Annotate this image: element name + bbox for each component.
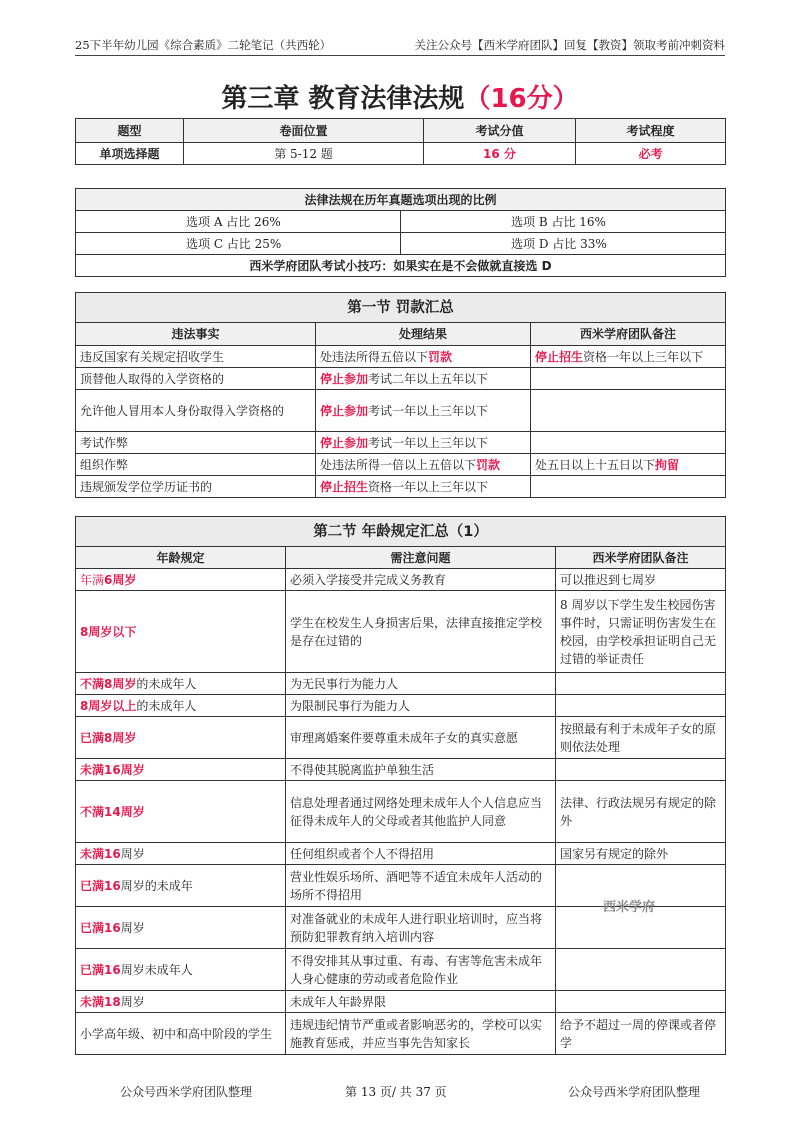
age-note — [556, 673, 726, 695]
header-left: 25下半年幼儿园《综合素质》二轮笔记（共西轮） — [75, 38, 332, 52]
ratio-d: 选项 D 占比 33% — [401, 233, 726, 255]
fine-fact: 组织作弊 — [76, 454, 316, 476]
overview-header: 题型 — [76, 119, 184, 143]
fine-note — [531, 476, 726, 498]
table-row — [76, 843, 726, 865]
fine-fact: 违规颁发学位学历证书的 — [76, 476, 316, 498]
age-issue: 违规违纪情节严重或者影响恶劣的，学校可以实施教育惩戒，并应当事先告知家长 — [286, 1013, 556, 1055]
overview-table — [75, 118, 726, 165]
table-row — [76, 569, 726, 591]
fine-note — [531, 390, 726, 432]
age-rule: 未满16周岁 — [76, 843, 286, 865]
table-row — [76, 390, 726, 432]
age-issue: 对准备就业的未成年人进行职业培训时，应当将预防犯罪教育纳入培训内容 — [286, 907, 556, 949]
age-issue: 不得安排其从事过重、有毒、有害等危害未成年人身心健康的劳动或者危险作业 — [286, 949, 556, 991]
age-issue: 学生在校发生人身损害后果，法律直接推定学校是存在过错的 — [286, 591, 556, 673]
age-note — [556, 759, 726, 781]
age-note: 国家另有规定的除外 — [556, 843, 726, 865]
age-rule: 已满16周岁未成年人 — [76, 949, 286, 991]
ratio-a: 选项 A 占比 26% — [76, 211, 401, 233]
age-rule: 8周岁以下 — [76, 591, 286, 673]
age-rule: 已满8周岁 — [76, 717, 286, 759]
overview-cell: 单项选择题 — [76, 143, 184, 165]
table-row — [76, 781, 726, 843]
age-note — [556, 695, 726, 717]
fine-result: 停止参加考试二年以上五年以下 — [316, 368, 531, 390]
fines-title: 第一节 罚款汇总 — [76, 293, 726, 323]
age-rule: 不满14周岁 — [76, 781, 286, 843]
ratio-tip: 西米学府团队考试小技巧：如果实在是不会做就直接选 D — [76, 255, 726, 277]
age-issue: 营业性娱乐场所、酒吧等不适宜未成年人活动的场所不得招用 — [286, 865, 556, 907]
age-rule: 未满18周岁 — [76, 991, 286, 1013]
ages-header: 年龄规定 — [76, 547, 286, 569]
ratio-title: 法律法规在历年真题选项出现的比例 — [76, 189, 726, 211]
age-note — [556, 949, 726, 991]
age-rule: 8周岁以上的未成年人 — [76, 695, 286, 717]
fine-result: 停止招生资格一年以上三年以下 — [316, 476, 531, 498]
table-row — [76, 991, 726, 1013]
fines-header: 西米学府团队备注 — [531, 323, 726, 346]
age-rule: 年满6周岁 — [76, 569, 286, 591]
age-rule: 已满16周岁 — [76, 907, 286, 949]
table-row — [76, 949, 726, 991]
overview-header: 考试分值 — [424, 119, 576, 143]
age-issue: 任何组织或者个人不得招用 — [286, 843, 556, 865]
fine-fact: 允许他人冒用本人身份取得入学资格的 — [76, 390, 316, 432]
age-issue: 审理离婚案件要尊重未成年子女的真实意愿 — [286, 717, 556, 759]
fine-fact: 顶替他人取得的入学资格的 — [76, 368, 316, 390]
overview-cell: 16 分 — [424, 143, 576, 165]
age-issue: 信息处理者通过网络处理未成年人个人信息应当征得未成年人的父母或者其他监护人同意 — [286, 781, 556, 843]
header-right: 关注公众号【西米学府团队】回复【教资】领取考前冲刺资料 — [414, 38, 725, 52]
table-row — [76, 591, 726, 673]
ratio-c: 选项 C 占比 25% — [76, 233, 401, 255]
overview-header: 考试程度 — [576, 119, 726, 143]
chapter-title — [0, 78, 800, 115]
fines-header: 处理结果 — [316, 323, 531, 346]
age-note: 按照最有利于未成年子女的原则依法处理 — [556, 717, 726, 759]
age-issue: 为限制民事行为能力人 — [286, 695, 556, 717]
table-row — [76, 1013, 726, 1055]
fine-note: 处五日以上十五日以下拘留 — [531, 454, 726, 476]
fine-result: 处违法所得一倍以上五倍以下罚款 — [316, 454, 531, 476]
fine-fact: 违反国家有关规定招收学生 — [76, 346, 316, 368]
page-header — [75, 35, 725, 56]
age-rule: 已满16周岁的未成年 — [76, 865, 286, 907]
footer-page-number: 第 13 页/ 共 37 页 — [345, 1085, 447, 1099]
age-issue: 未成年人年龄界限 — [286, 991, 556, 1013]
table-row — [76, 454, 726, 476]
age-note — [556, 991, 726, 1013]
age-rule: 未满16周岁 — [76, 759, 286, 781]
overview-cell: 必考 — [576, 143, 726, 165]
age-note: 可以推迟到七周岁 — [556, 569, 726, 591]
ages-table — [75, 516, 726, 1055]
ages-title: 第二节 年龄规定汇总（1） — [76, 517, 726, 547]
ratio-table — [75, 188, 726, 277]
age-rule: 不满8周岁的未成年人 — [76, 673, 286, 695]
fine-result: 停止参加考试一年以上三年以下 — [316, 390, 531, 432]
watermark-text: 西米学府 — [603, 900, 656, 915]
ages-header: 需注意问题 — [286, 547, 556, 569]
ages-header: 西米学府团队备注 — [556, 547, 726, 569]
fines-table — [75, 292, 726, 498]
age-note: 8 周岁以下学生发生校园伤害事件时，只需证明伤害发生在校园，由学校承担证明自己无过错的举证责任 — [556, 591, 726, 673]
table-row — [76, 346, 726, 368]
age-rule: 小学高年级、初中和高中阶段的学生 — [76, 1013, 286, 1055]
ratio-b: 选项 B 占比 16% — [401, 211, 726, 233]
footer-right: 公众号西米学府团队整理 — [567, 1085, 700, 1099]
fine-note: 停止招生资格一年以上三年以下 — [531, 346, 726, 368]
age-note: 法律、行政法规另有规定的除外 — [556, 781, 726, 843]
fines-header: 违法事实 — [76, 323, 316, 346]
fine-note — [531, 368, 726, 390]
table-row — [76, 476, 726, 498]
age-issue: 不得使其脱离监护单独生活 — [286, 759, 556, 781]
table-row — [76, 432, 726, 454]
fine-fact: 考试作弊 — [76, 432, 316, 454]
footer-left: 公众号西米学府团队整理 — [120, 1085, 253, 1099]
table-row — [76, 695, 726, 717]
chapter-title-score: （16分） — [464, 84, 579, 114]
fine-note — [531, 432, 726, 454]
fine-result: 停止参加考试一年以上三年以下 — [316, 432, 531, 454]
fine-result: 处违法所得五倍以下罚款 — [316, 346, 531, 368]
table-row — [76, 717, 726, 759]
table-row — [76, 673, 726, 695]
overview-cell: 第 5-12 题 — [184, 143, 424, 165]
table-row — [76, 368, 726, 390]
overview-header: 卷面位置 — [184, 119, 424, 143]
chapter-title-main: 第三章 教育法律法规 — [221, 84, 465, 114]
age-note: 给予不超过一周的停课或者停学 — [556, 1013, 726, 1055]
age-issue: 必须入学接受并完成义务教育 — [286, 569, 556, 591]
table-row — [76, 759, 726, 781]
age-issue: 为无民事行为能力人 — [286, 673, 556, 695]
